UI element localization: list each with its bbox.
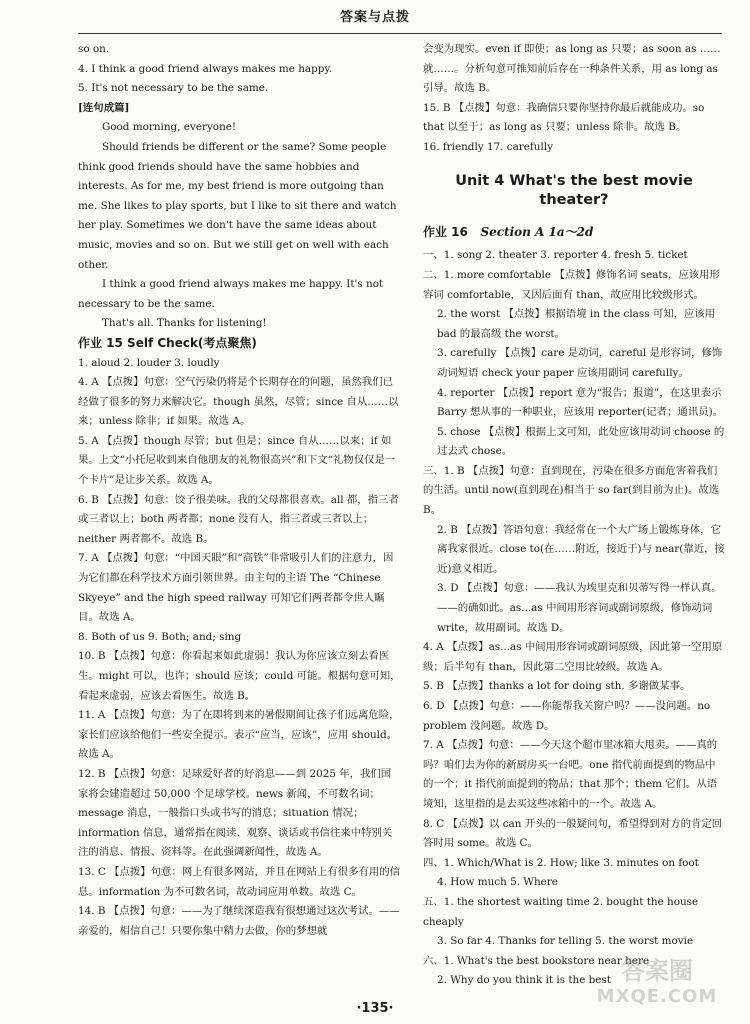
page-header: 答案与点拨 (339, 10, 410, 25)
section-heading (423, 223, 725, 243)
answer-line: 四、1. Which/What is 2. How; like 3. minutes on foot (423, 856, 699, 869)
answer-line: I think a good friend always makes me happy. It's not necessary to be the same. (78, 278, 384, 310)
answer-line: 14. B 【点拨】句意：——为了继续深造我有很想通过这次考试。——亲爱的，相信自己！只要你集中精力去做，你的梦想就 (78, 905, 400, 937)
answer-line: 3. D 【点拨】句意：——我认为埃里克和贝蒂写得一样认真。——的确如此。as...as 中间用形容词或副词原级，修饰动词 write，故用副词。故选 D。 (437, 582, 722, 634)
right-column (423, 40, 725, 991)
answer-line: 8. Both of us 9. Both; and; sing (78, 630, 242, 643)
page-number: ·135· (356, 1001, 394, 1016)
subsection-tag: [连句成篇] (78, 101, 130, 114)
answer-line: 4. I think a good friend always makes me happy. (78, 62, 333, 75)
answer-line: 3. carefully 【点拨】care 是动词，careful 是形容词，修饰动词短语 check your paper 应该用副词 carefully。 (437, 347, 723, 379)
answer-line: 11. A 【点拨】句意：为了在即将到来的暑假期间让孩子们远离危险，家长们应该给他们一些安全提示。表示“应当，应该”，应用 should。故选 A。 (78, 709, 400, 761)
answer-line: 会变为现实。even if 即使；as long as 只要；as soon as ……就……。分析句意可推知前后存在一种条件关系，用 as long as 引导。故选 B。 (423, 43, 721, 95)
left-column (78, 40, 401, 941)
answer-line: 13. C 【点拨】句意：网上有很多网站，并且在网站上有很多有用的信息。information 为不可数名词，故动词应用单数。故选 C。 (78, 865, 401, 898)
answer-line: 2. B 【点拨】答语句意：我经常在一个大广场上锻炼身体，它离我家很近。close to(在……附近，接近于)与 near(靠近，接近)意义相近。 (437, 523, 725, 575)
answer-line: so on. (78, 43, 110, 55)
answer-line: 6. B 【点拨】句意：饺子很美味。我的父母都很喜欢。all 都，指三者或三者以上；both 两者都；none 没有人，指三者或三者以上；neither 两者都不。故选 B。 (78, 493, 399, 545)
answer-line: 12. B 【点拨】句意：足球爱好者的好消息——到 2025 年，我们国家将会建造超过 50,000 个足球学校。news 新闻，不可数名词；message 消息，一般指口头或书写的消息；situation 情况；information 信息，通常指在阅读、观察、谈话或书信往来中特别关注的消息、情报、资料等。在此强调新闻性，故选 A。 (78, 767, 393, 859)
section-title: Section A 1a～2d (480, 224, 594, 239)
section-number: 作业 16 (423, 224, 468, 239)
answer-line: 16. friendly 17. carefully (423, 140, 553, 153)
answer-line: 三、1. B 【点拨】句意：直到现在，污染在很多方面危害着我们的生活。until now(直到现在)相当于 so far(到目前为止)。故选 B。 (423, 464, 720, 517)
watermark-text: 答案圈 (621, 957, 693, 985)
header-rule (78, 33, 722, 34)
answer-line: 5. It's not necessary to be the same. (78, 82, 269, 95)
answer-line: 二、1. more comfortable 【点拨】修饰名词 seats，应该用形容词 comfortable，又因后面有 than，故应用比较级形式。 (423, 268, 720, 301)
unit-title: Unit 4 What's the best movie theater? (455, 172, 693, 209)
answer-line: 5. B 【点拨】thanks a lot for doing sth. 多谢做某事。 (423, 680, 691, 693)
answer-line: 15. B 【点拨】句意：我确信只要你坚持你最后就能成功。so that 以至于；as long as 只要；unless 除非。故选 B。 (423, 101, 705, 134)
answer-line: 2. the worst 【点拨】根据语境 in the class 可知，应该用 bad 的最高级 the worst。 (437, 308, 716, 340)
section-answers (423, 246, 725, 991)
answer-line: 7. A 【点拨】句意：“中国天眼”和“高铁”非常吸引人们的注意力，因为它们都在科学技术方面引领世界。由主句的主语 The “Chinese Skyeye” and the high speed railway 可知它们两者都令世人瞩目。故选 A。 (78, 552, 394, 624)
answer-line: 6. D 【点拨】句意：——你能帮我关窗户吗？——没问题。no problem 没问题。故选 D。 (423, 700, 711, 732)
answer-line: That's all. Thanks for listening! (102, 317, 267, 330)
answer-line: 4. A 【点拨】句意：空气污染仍将是个长期存在的问题，虽然我们已经做了很多的努力来解决它。though 虽然，尽管；since 自从……以来；unless 除非；if 如果。故选 A。 (78, 376, 399, 428)
watermark-logo (582, 958, 732, 1008)
answer-line: 4. How much 5. Where (437, 876, 558, 889)
watermark-url: MXQE.COM (596, 986, 718, 1007)
answer-line: Should friends be different or the same? Some people think good friends should have the same hobbies and interests. As for me, my best friend is more outgoing than me. She likes to play sports, but I like to sit there and watch her play. Sometimes we don't have the same ideas about music, movies and so on. But we still get on well with each other. (78, 140, 397, 271)
answer-line: 7. A 【点拨】句意：——今天这个超市里冰箱大甩卖。——真的吗？咱们去为你的新厨房买一台吧。one 指代前面提到的物品中的一个；it 指代前面提到的物品；that 那个；them 它们。从语境知，这里指的是去买这些冰箱中的一个。故选 A。 (423, 739, 718, 810)
answer-line: 五、1. the shortest waiting time 2. bought the house cheaply (423, 895, 699, 928)
answer-line: 8. C 【点拨】以 can 开头的一般疑问句，希望得到对方的肯定回答时用 some。故选 C。 (423, 817, 723, 850)
answer-line: 3. So far 4. Thanks for telling 5. the worst movie (437, 935, 694, 948)
answer-line: Good morning, everyone! (102, 121, 237, 134)
answer-line: 六、1. What's the best bookstore near here (423, 954, 650, 967)
answer-line: 10. B 【点拨】句意：你看起来如此虚弱！我认为你应该立刻去看医生。might 可以，也许；should 应该；could 可能。根据句意可知，看起来虚弱，应该去看医生。故选 B。 (78, 650, 401, 702)
answer-line: 一、1. song 2. theater 3. reporter 4. fresh 5. ticket (423, 249, 688, 262)
answer-line: 1. aloud 2. louder 3. loudly (78, 356, 220, 369)
answer-line: 2. Why do you think it is the best (437, 974, 611, 987)
answers-continued (423, 40, 725, 158)
section-heading: 作业 15 Self Check(考点聚焦) (78, 335, 257, 350)
answer-line: 5. A 【点拨】though 尽管；but 但是；since 自从……以来；if 如果。上文“小托尼收到来自他朋友的礼物很高兴”和下文“礼物仅仅是一个卡片”是让步关系。故选 A。 (78, 434, 396, 487)
answer-line: 5. chose 【点拨】根据上文可知，此处应该用动词 choose 的过去式 chose。 (437, 425, 725, 458)
answer-line: 4. A 【点拨】as...as 中间用形容词或副词原级，因此第一空用原级；后半句有 than，因此第二空用比较级。故选 A。 (423, 641, 723, 673)
answer-line: 4. reporter 【点拨】report 意为“报告；报道”，在这里表示 Barry 想从事的一种职业，应该用 reporter(记者；通讯员)。 (437, 386, 724, 419)
